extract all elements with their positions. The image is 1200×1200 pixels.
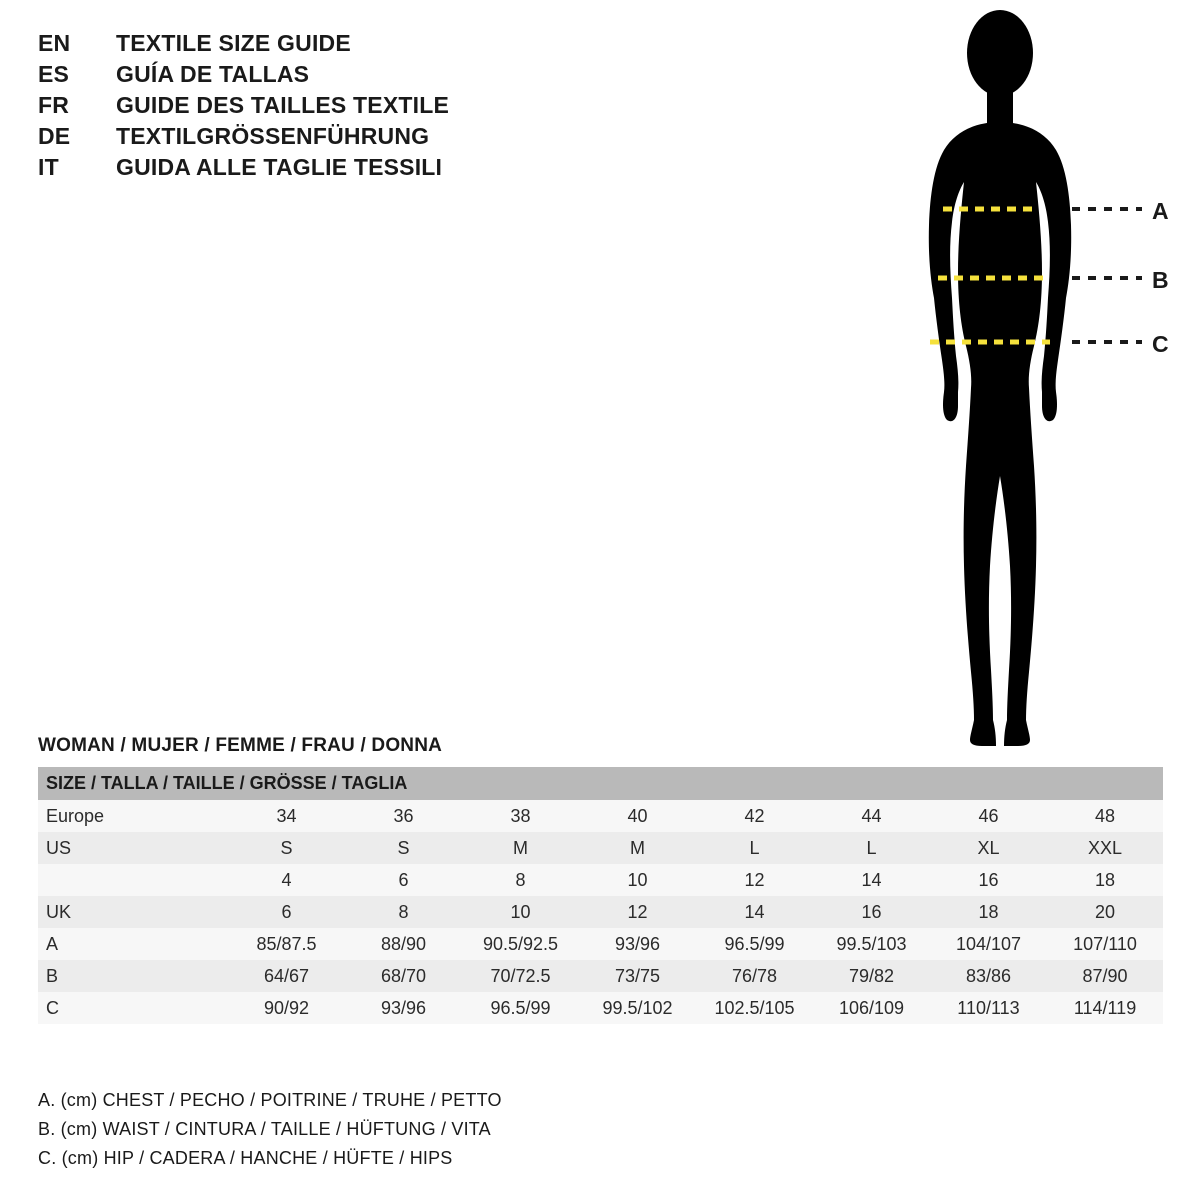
table-row: [38, 928, 1163, 960]
table-row: [38, 896, 1163, 928]
language-title: GUIDA ALLE TAGLIE TESSILI: [116, 154, 443, 180]
language-title-list: [38, 30, 798, 185]
table-cell: L: [696, 832, 813, 864]
table-cell: 16: [930, 864, 1047, 896]
table-cell: 6: [228, 896, 345, 928]
table-cell: 83/86: [930, 960, 1047, 992]
table-cell: L: [813, 832, 930, 864]
table-caption: WOMAN / MUJER / FEMME / FRAU / DONNA: [38, 735, 443, 756]
table-cell: 76/78: [696, 960, 813, 992]
table-cell: 20: [1047, 896, 1163, 928]
table-cell: 70/72.5: [462, 960, 579, 992]
body-measurement-figure: [860, 10, 1190, 750]
table-cell: 8: [345, 896, 462, 928]
table-cell: 48: [1047, 800, 1163, 832]
row-label: Europe: [38, 800, 228, 832]
table-cell: 106/109: [813, 992, 930, 1024]
table-cell: 12: [696, 864, 813, 896]
table-cell: 102.5/105: [696, 992, 813, 1024]
table-cell: 87/90: [1047, 960, 1163, 992]
row-label: [38, 864, 228, 896]
row-label: US: [38, 832, 228, 864]
table-cell: 46: [930, 800, 1047, 832]
table-cell: 12: [579, 896, 696, 928]
table-cell: 96.5/99: [696, 928, 813, 960]
table-cell: 99.5/103: [813, 928, 930, 960]
table-cell: 42: [696, 800, 813, 832]
language-code: FR: [38, 92, 70, 118]
legend-item-waist: B. (cm) WAIST / CINTURA / TAILLE / HÜFTUNG / VITA: [38, 1119, 491, 1139]
language-title: TEXTILE SIZE GUIDE: [116, 30, 351, 56]
table-cell: 93/96: [345, 992, 462, 1024]
table-cell: 104/107: [930, 928, 1047, 960]
row-label: UK: [38, 896, 228, 928]
legend-item-chest: A. (cm) CHEST / PECHO / POITRINE / TRUHE / PETTO: [38, 1090, 502, 1110]
language-title: GUÍA DE TALLAS: [116, 61, 310, 87]
language-title: TEXTILGRÖSSENFÜHRUNG: [116, 123, 430, 149]
table-cell: 38: [462, 800, 579, 832]
table-cell: S: [228, 832, 345, 864]
table-cell: 4: [228, 864, 345, 896]
table-cell: 10: [579, 864, 696, 896]
size-table: [38, 767, 1163, 1024]
table-cell: 40: [579, 800, 696, 832]
table-cell: 44: [813, 800, 930, 832]
language-row: [38, 123, 798, 154]
table-cell: 93/96: [579, 928, 696, 960]
language-row: [38, 154, 798, 185]
language-code: IT: [38, 154, 59, 180]
language-row: [38, 92, 798, 123]
table-cell: 18: [1047, 864, 1163, 896]
table-cell: 18: [930, 896, 1047, 928]
table-cell: 6: [345, 864, 462, 896]
table-row: [38, 800, 1163, 832]
table-cell: 73/75: [579, 960, 696, 992]
table-cell: 90/92: [228, 992, 345, 1024]
table-cell: 114/119: [1047, 992, 1163, 1024]
table-row: [38, 832, 1163, 864]
table-cell: 107/110: [1047, 928, 1163, 960]
table-row: [38, 960, 1163, 992]
table-cell: 99.5/102: [579, 992, 696, 1024]
legend-item-hip: C. (cm) HIP / CADERA / HANCHE / HÜFTE / HIPS: [38, 1148, 453, 1168]
size-header-cell: SIZE / TALLA / TAILLE / GRÖSSE / TAGLIA: [38, 767, 1163, 800]
table-cell: S: [345, 832, 462, 864]
table-cell: 79/82: [813, 960, 930, 992]
language-row: [38, 61, 798, 92]
language-code: ES: [38, 61, 70, 87]
table-cell: 8: [462, 864, 579, 896]
row-label: A: [38, 928, 228, 960]
table-cell: 10: [462, 896, 579, 928]
size-table-section: [38, 735, 1163, 1024]
measurement-legend: [38, 1090, 938, 1177]
table-cell: 64/67: [228, 960, 345, 992]
language-code: EN: [38, 30, 71, 56]
measure-label-c: C: [1152, 331, 1169, 357]
row-label: B: [38, 960, 228, 992]
table-row: [38, 864, 1163, 896]
table-cell: 88/90: [345, 928, 462, 960]
table-cell: 85/87.5: [228, 928, 345, 960]
table-cell: M: [579, 832, 696, 864]
table-cell: 96.5/99: [462, 992, 579, 1024]
female-silhouette-icon: [860, 10, 1190, 750]
table-cell: 14: [696, 896, 813, 928]
table-row: [38, 992, 1163, 1024]
table-cell: 34: [228, 800, 345, 832]
table-cell: XXL: [1047, 832, 1163, 864]
row-label: C: [38, 992, 228, 1024]
language-title: GUIDE DES TAILLES TEXTILE: [116, 92, 449, 118]
table-cell: 16: [813, 896, 930, 928]
measure-label-b: B: [1152, 267, 1169, 293]
table-cell: 36: [345, 800, 462, 832]
table-cell: 90.5/92.5: [462, 928, 579, 960]
language-row: [38, 30, 798, 61]
measure-label-a: A: [1152, 198, 1169, 224]
table-cell: 68/70: [345, 960, 462, 992]
table-cell: 110/113: [930, 992, 1047, 1024]
table-header-row: [38, 767, 1163, 800]
table-cell: XL: [930, 832, 1047, 864]
language-code: DE: [38, 123, 71, 149]
table-cell: M: [462, 832, 579, 864]
table-cell: 14: [813, 864, 930, 896]
